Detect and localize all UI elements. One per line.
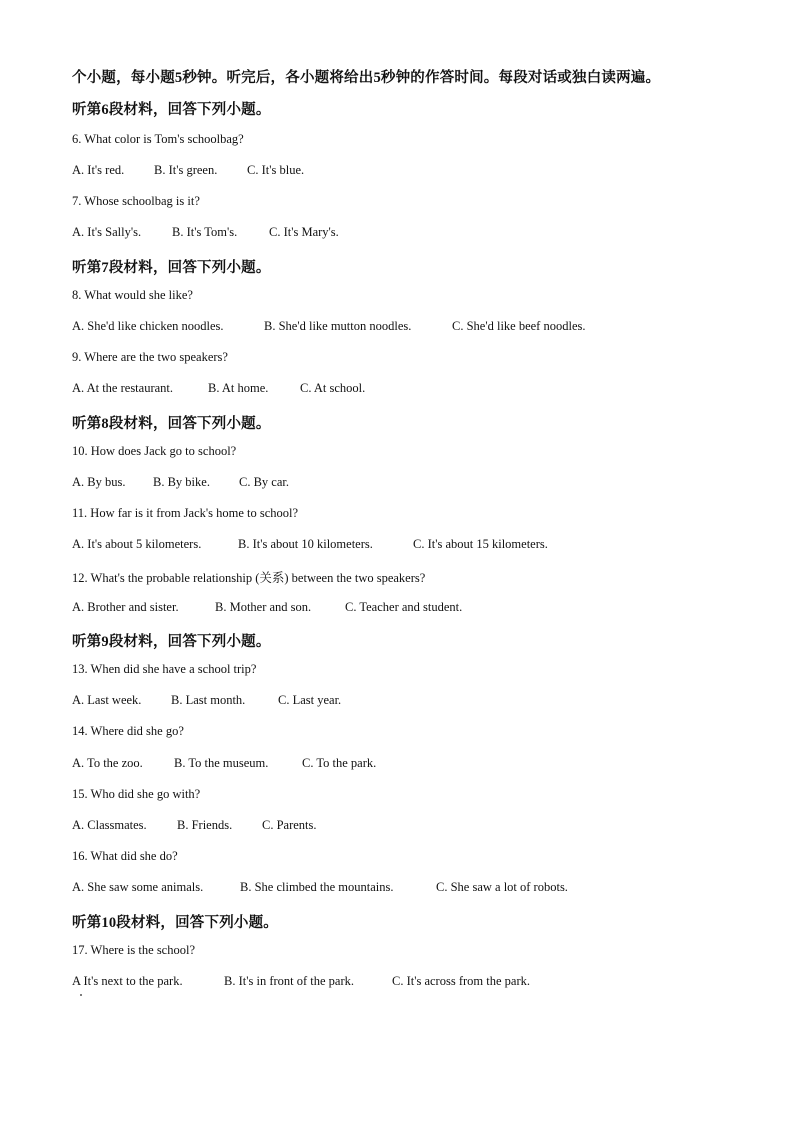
instructions-text: 个小题，每小题5秒钟。听完后，各小题将给出5秒钟的作答时间。每段对话或独白读两遍。 bbox=[72, 70, 661, 86]
answer-options bbox=[72, 163, 304, 178]
section-heading: 听第6段材料，回答下列小题。 bbox=[72, 102, 271, 118]
option-a: A. At the restaurant. bbox=[72, 381, 174, 395]
option-b: B. It's about 10 kilometers. bbox=[238, 537, 373, 551]
option-c: C. Teacher and student. bbox=[345, 600, 463, 614]
question-text: 10. How does Jack go to school? bbox=[72, 444, 237, 458]
option-b: B. By bike. bbox=[153, 475, 210, 489]
answer-options bbox=[72, 756, 376, 771]
question-text: 12. What's the probable relationship (关系) between the two speakers? bbox=[72, 571, 426, 585]
answer-options bbox=[72, 381, 365, 396]
option-c: C. It's Mary's. bbox=[269, 225, 339, 239]
question-text: 6. What color is Tom's schoolbag? bbox=[72, 132, 244, 146]
answer-options bbox=[72, 880, 568, 895]
option-b: B. It's green. bbox=[154, 163, 218, 177]
answer-options bbox=[72, 818, 317, 833]
option-c: C. To the park. bbox=[302, 756, 377, 770]
option-b: B. It's Tom's. bbox=[172, 225, 238, 239]
question-text: 17. Where is the school? bbox=[72, 943, 195, 957]
section-heading: 听第8段材料，回答下列小题。 bbox=[72, 416, 271, 432]
answer-options bbox=[72, 693, 341, 708]
question-text: 14. Where did she go? bbox=[72, 724, 184, 738]
option-a: A. Classmates. bbox=[72, 818, 147, 832]
option-a: A. It's about 5 kilometers. bbox=[72, 537, 202, 551]
question-text: 7. Whose schoolbag is it? bbox=[72, 194, 200, 208]
option-c: C. She saw a lot of robots. bbox=[436, 880, 568, 894]
option-a: A. Last week. bbox=[72, 693, 142, 707]
option-a: A. By bus. bbox=[72, 475, 126, 489]
option-c: C. Last year. bbox=[278, 693, 342, 707]
option-b: B. Friends. bbox=[177, 818, 233, 832]
section-heading: 听第9段材料，回答下列小题。 bbox=[72, 634, 271, 650]
question-text: 8. What would she like? bbox=[72, 288, 193, 302]
option-a: A. It's Sally's. bbox=[72, 225, 142, 239]
option-b: B. She'd like mutton noodles. bbox=[264, 319, 412, 333]
answer-options bbox=[72, 974, 530, 989]
answer-options bbox=[72, 319, 585, 334]
option-b: B. Last month. bbox=[171, 693, 246, 707]
option-b: B. She climbed the mountains. bbox=[240, 880, 394, 894]
option-a: A. She'd like chicken noodles. bbox=[72, 319, 224, 333]
answer-options bbox=[72, 600, 462, 615]
option-c: C. It's about 15 kilometers. bbox=[413, 537, 548, 551]
answer-options bbox=[72, 537, 548, 552]
option-a: A It's next to the park. bbox=[72, 974, 183, 988]
option-a: A. It's red. bbox=[72, 163, 125, 177]
question-text: 11. How far is it from Jack's home to school? bbox=[72, 506, 299, 520]
section-heading: 听第7段材料，回答下列小题。 bbox=[72, 260, 271, 276]
option-c: C. It's blue. bbox=[247, 163, 305, 177]
option-a: A. She saw some animals. bbox=[72, 880, 204, 894]
option-c: C. By car. bbox=[239, 475, 289, 489]
option-a: A. Brother and sister. bbox=[72, 600, 179, 614]
question-text: 9. Where are the two speakers? bbox=[72, 350, 228, 364]
option-c: C. Parents. bbox=[262, 818, 317, 832]
question-text: 15. Who did she go with? bbox=[72, 787, 201, 801]
option-c: C. She'd like beef noodles. bbox=[452, 319, 586, 333]
answer-options bbox=[72, 225, 339, 240]
answer-options bbox=[72, 475, 289, 490]
option-b: B. To the museum. bbox=[174, 756, 269, 770]
option-b: B. Mother and son. bbox=[215, 600, 312, 614]
option-c: C. It's across from the park. bbox=[392, 974, 530, 988]
option-b: B. At home. bbox=[208, 381, 269, 395]
option-b: B. It's in front of the park. bbox=[224, 974, 355, 988]
section-heading: 听第10段材料，回答下列小题。 bbox=[72, 915, 278, 931]
scan-speck bbox=[80, 994, 82, 996]
question-text: 13. When did she have a school trip? bbox=[72, 662, 257, 676]
option-c: C. At school. bbox=[300, 381, 366, 395]
option-a: A. To the zoo. bbox=[72, 756, 143, 770]
question-text: 16. What did she do? bbox=[72, 849, 178, 863]
